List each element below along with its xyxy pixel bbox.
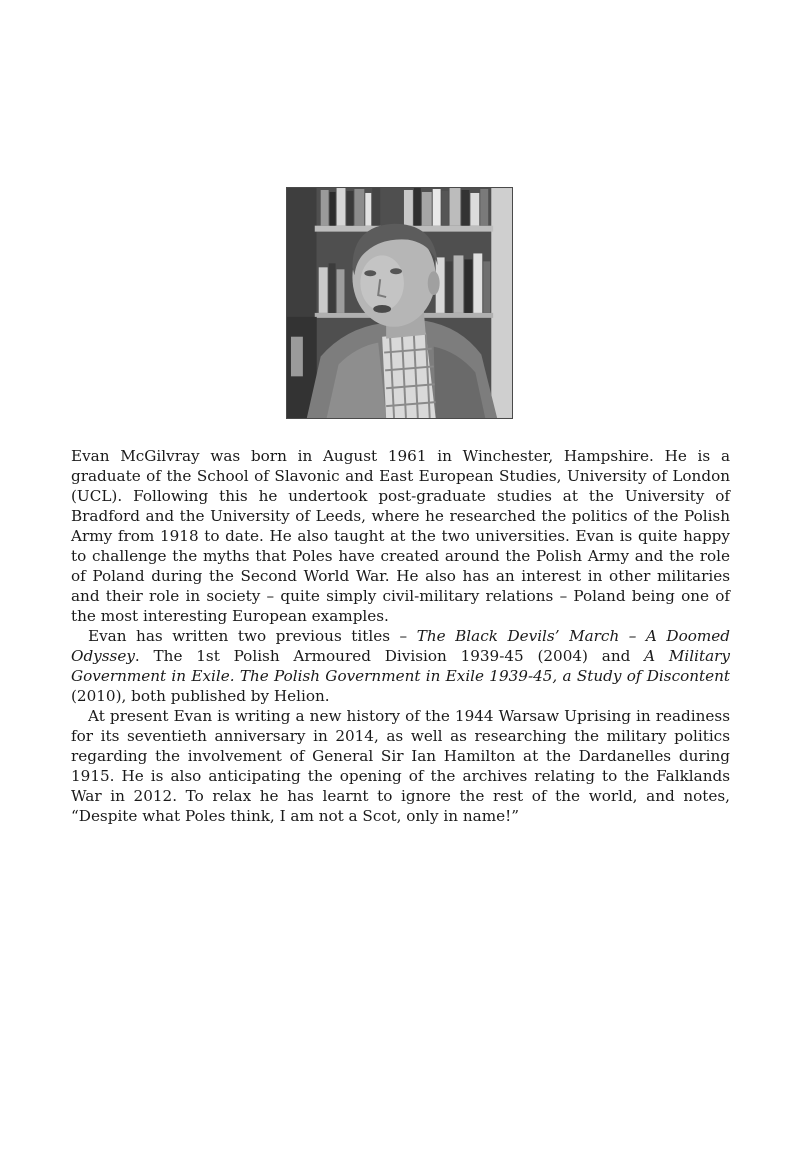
book-title-military-government-in-exile: A Military Government in Exile. The Polish Government in Exile 1939-45, a Study of Discontent — [71, 647, 731, 685]
bio-paragraph-2-tail: (2010), both published by Helion. — [71, 687, 330, 705]
bio-paragraph-3: At present Evan is writing a new history of the 1944 Warsaw Uprising in readiness for its seventieth anniversary in 2014, as well as researching the military politics regarding the involvement of General Sir Ian Hamilton at the Dardanelles during 1915. He is also anticipating the opening of the archives relating to the Falklands War in 2012. To relax he has learnt to ignore the rest of the world, and notes, “Despite what Poles think, I am not a Scot, only in name!” — [71, 707, 730, 825]
author-photo-illustration — [287, 188, 512, 418]
bio-paragraph-2-mid: . The 1st Polish Armoured Division 1939-45 (2004) and — [134, 647, 645, 665]
bio-paragraph-2-lead: Evan has written two previous titles – — [88, 627, 417, 645]
bio-paragraph-1: Evan McGilvray was born in August 1961 in Winchester, Hampshire. He is a graduate of the School of Slavonic and East European Studies, University of London (UCL). Following this he undertook post-graduate studies at the University of Bradford and the University of Leeds, where he researched the politics of the Polish Army from 1918 to date. He also taught at the two universities. Evan is quite happy to challenge the myths that Poles have created around the Polish Army and the role of Poland during the Second World War. He also has an interest in other militaries and their role in society – quite simply civil-military relations – Poland being one of the most interesting European examples. — [71, 447, 730, 625]
book-title-black-devils-march: The Black Devils’ March – A Doomed Odyssey — [71, 627, 730, 665]
bio-paragraph-2 — [71, 626, 730, 706]
author-photo — [286, 187, 513, 419]
author-biography — [71, 446, 730, 826]
